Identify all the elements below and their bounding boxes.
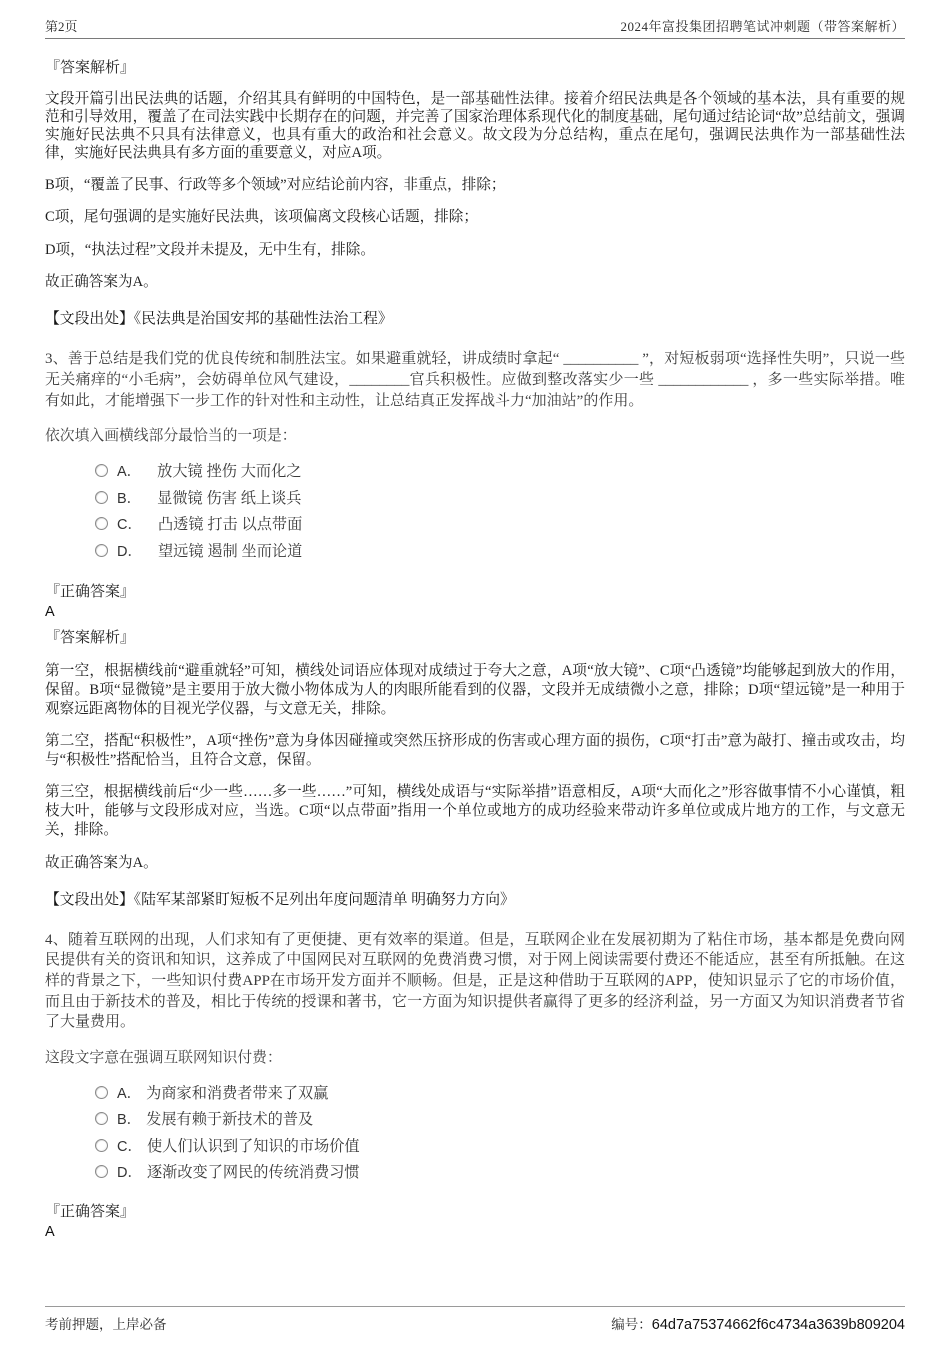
q4-option-a[interactable] xyxy=(45,1079,905,1106)
page-number: 第2页 xyxy=(45,19,78,34)
option-letter: A． xyxy=(117,464,142,481)
option-text: 为商家和消费者带来了双赢 xyxy=(146,1084,329,1102)
q3-option-a[interactable] xyxy=(45,457,905,484)
q4-option-c[interactable] xyxy=(45,1132,905,1159)
option-letter: A． xyxy=(117,1085,142,1102)
q4-option-b[interactable] xyxy=(45,1105,905,1132)
q3-correct-answer-value: A xyxy=(45,604,55,621)
question-3-prompt: 依次填入画横线部分最恰当的一项是： xyxy=(45,428,297,445)
radio-button-icon[interactable] xyxy=(95,1165,108,1178)
question-4-options xyxy=(45,1079,905,1185)
option-text: 凸透镜 打击 以点带面 xyxy=(157,516,303,534)
question-4-stem: 4、随着互联网的出现，人们求知有了更便捷、更有效率的渠道。但是，互联网企业在发展初期为了粘住市场，基本都是免费向网民提供有关的资讯和知识，这养成了中国网民对互联网的免费消费习惯，对于网上阅读需要付费还不能适应，甚至有所抵触。在这样的背景之下，一些知识付费APP在市场开发方面并不顺畅。但是，正是这种借助于互联网的APP，使知识显示了它的市场价值，而且由于新技术的普及，相比于传统的授课和著书，它一方面为知识提供者赢得了更多的经济利益，另一方面又为知识消费者节省了大量费用。 xyxy=(45,931,905,1031)
q3-analysis-conclusion: 故正确答案为A。 xyxy=(45,854,158,871)
q4-correct-answer-label: 『正确答案』 xyxy=(45,1203,136,1220)
question-3-stem: 3、善于总结是我们党的优良传统和制胜法宝。如果避重就轻，讲成绩时拿起“ __________ ”，对短板弱项“选择性失明”，只说一些无关痛痒的“小毛病”，会妨碍单位风气建设，________官兵积极性。应做到整改落实少一些 ____________ ，多一些实际举措。唯有如此，才能增强下一步工作的针对性和主动性，让总结真正发挥战斗力“加油站”的作用。 xyxy=(45,351,905,409)
page-footer xyxy=(45,1306,905,1333)
q2-analysis-option-b: B项，“覆盖了民事、行政等多个领域”对应结论前内容，非重点，排除； xyxy=(45,176,506,193)
option-letter: B． xyxy=(117,490,142,507)
q2-analysis-main: 文段开篇引出民法典的话题，介绍其具有鲜明的中国特色，是一部基础性法律。接着介绍民法典是各个领域的基本法，具有重要的规范和引导效用，覆盖了在司法实践中长期存在的问题，并完善了国家治理体系现代化的制度基础，尾句通过结论词“故”总结前文，强调实施好民法典不只具有法律意义，也具有重大的政治和社会意义。故文段为分总结构，重点在尾句，强调民法典作为一部基础性法律，实施好民法典具有多方面的重要意义，对应A项。 xyxy=(45,91,905,162)
q2-analysis-conclusion: 故正确答案为A。 xyxy=(45,274,158,291)
q3-option-b[interactable] xyxy=(45,484,905,511)
option-text: 显微镜 伤害 纸上谈兵 xyxy=(157,489,302,507)
footer-code xyxy=(611,1313,905,1333)
footer-code-value: 64d7a75374662f6c4734a3639b809204 xyxy=(651,1317,905,1333)
document-title: 2024年富投集团招聘笔试冲刺题（带答案解析） xyxy=(620,19,905,34)
option-text: 逐渐改变了网民的传统消费习惯 xyxy=(146,1164,360,1182)
option-text: 使人们认识到了知识的市场价值 xyxy=(146,1137,360,1155)
radio-button-icon[interactable] xyxy=(95,464,108,477)
q3-correct-answer-label: 『正确答案』 xyxy=(45,584,136,601)
q3-analysis-blank2: 第二空，搭配“积极性”，A项“挫伤”意为身体因碰撞或突然压挤形成的伤害或心理方面的损伤，C项“打击”意为敲打、撞击或攻击，均与“积极性”搭配恰当，且符合文意，保留。 xyxy=(45,733,905,769)
option-text: 发展有赖于新技术的普及 xyxy=(146,1111,314,1129)
q4-option-d[interactable] xyxy=(45,1158,905,1185)
option-text: 放大镜 挫伤 大而化之 xyxy=(157,463,302,481)
question-3-options xyxy=(45,457,905,563)
radio-button-icon[interactable] xyxy=(95,1112,108,1125)
footer-slogan: 考前押题，上岸必备 xyxy=(45,1317,167,1332)
option-letter: D． xyxy=(117,543,142,560)
q2-analysis-option-c: C项，尾句强调的是实施好民法典，该项偏离文段核心话题，排除； xyxy=(45,209,478,226)
option-letter: C． xyxy=(117,517,142,534)
q3-option-c[interactable] xyxy=(45,510,905,537)
radio-button-icon[interactable] xyxy=(95,544,108,557)
option-letter: B． xyxy=(117,1112,142,1129)
q4-correct-answer-value: A xyxy=(45,1223,55,1240)
option-text: 望远镜 遏制 坐而论道 xyxy=(157,542,303,560)
q3-analysis-label: 『答案解析』 xyxy=(45,630,136,647)
q2-source: 【文段出处】《民法典是治国安邦的基础性法治工程》 xyxy=(45,311,393,328)
radio-button-icon[interactable] xyxy=(95,517,108,530)
option-letter: C． xyxy=(117,1138,142,1155)
question-4-prompt: 这段文字意在强调互联网知识付费： xyxy=(45,1049,282,1066)
q3-option-d[interactable] xyxy=(45,537,905,564)
q3-source: 【文段出处】《陆军某部紧盯短板不足列出年度问题清单 明确努力方向》 xyxy=(45,891,515,908)
q3-analysis-blank3: 第三空，根据横线前后“少一些……多一些……”可知，横线处成语与“实际举措”语意相反，A项“大而化之”形容做事情不小心谨慎，粗枝大叶，能够与文段形成对应，当选。C项“以点带面”指用一个单位或地方的成功经验来带动许多单位或成片地方的工作，与文意无关，排除。 xyxy=(45,784,905,839)
page-header xyxy=(45,0,905,39)
q2-analysis-option-d: D项，“执法过程”文段并未提及，无中生有，排除。 xyxy=(45,241,375,258)
radio-button-icon[interactable] xyxy=(95,491,108,504)
q2-analysis-label: 『答案解析』 xyxy=(45,60,136,76)
footer-code-label: 编号： xyxy=(611,1317,652,1332)
q3-analysis-blank1: 第一空，根据横线前“避重就轻”可知，横线处词语应体现对成绩过于夸大之意，A项“放大镜”、C项“凸透镜”均能够起到放大的作用，保留。B项“显微镜”是主要用于放大微小物体成为人的肉眼所能看到的仪器，文段并无成绩微小之意，排除；D项“望远镜”是一种用于观察远距离物体的目视光学仪器，与文意无关，排除。 xyxy=(45,663,905,718)
radio-button-icon[interactable] xyxy=(95,1086,108,1099)
radio-button-icon[interactable] xyxy=(95,1139,108,1152)
option-letter: D． xyxy=(117,1165,142,1182)
